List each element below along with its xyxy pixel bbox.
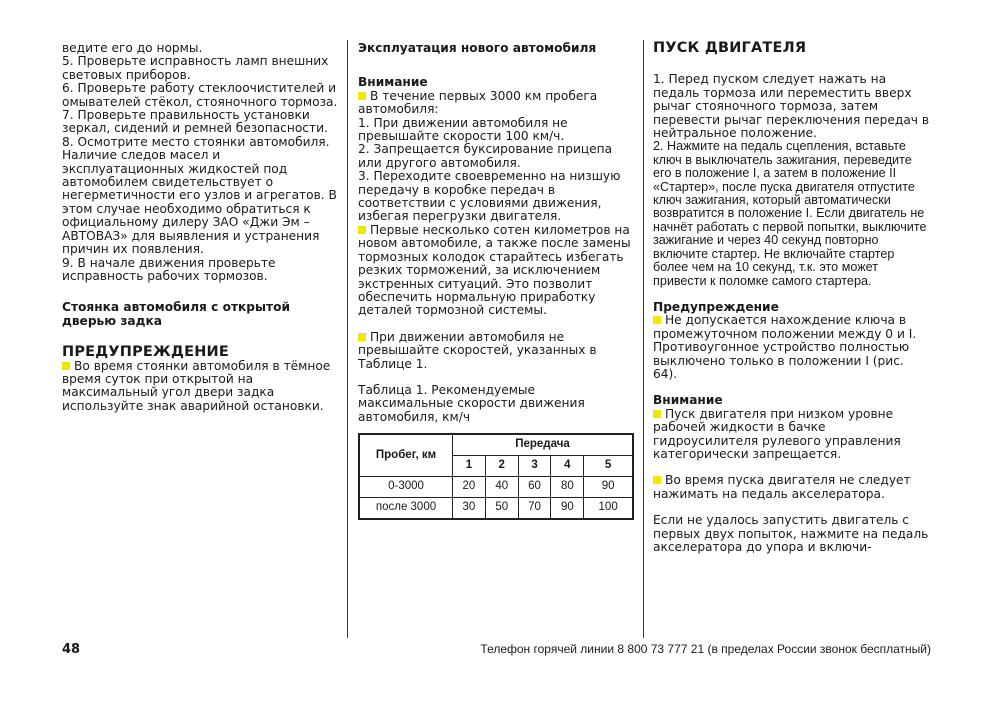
checklist-item-8: 8. Осмотрите место стоянки автомобиля. Наличие следов масел и эксплуатационных жидкостей под автомобилем свидетельствует о негерметичности его узлов и агрегатов. В этом случае необходимо обратиться к официальному дилеру ЗАО «Джи Эм – АВТОВАЗ» для выявления и устранения причин их появления. [62,134,337,257]
gear-header: 2 [485,456,518,477]
step-1: 1. Перед пуском следует нажать на педаль тормоза или переместить вверх рычаг стояночного тормоза, затем перевести рычаг переключения передач в нейтральное положение. [653,72,930,141]
checklist-item-5: 5. Проверьте исправность ламп внешних световых приборов. [62,54,329,82]
attention-heading: Внимание [653,393,723,408]
column-1 [62,42,338,413]
yellow-marker-icon [62,362,70,370]
table-header-mileage: Пробег, км [359,434,453,477]
section-heading: ПУСК ДВИГАТЕЛЯ [653,40,807,56]
table-cell: 20 [453,477,486,498]
prewarning-heading: Предупреждение [653,299,779,314]
column-divider-1 [347,40,348,638]
table-row [359,498,633,520]
yellow-marker-icon [653,316,661,324]
column-2 [358,42,634,520]
row-label: после 3000 [359,498,453,520]
attention-text: Пуск двигателя при низком уровне рабочей жидкости в бачке гидроусилителя рулевого управления категорически запрещается. [653,406,901,461]
table-cell: 90 [584,477,633,498]
table-cell: 50 [485,498,518,520]
attention-intro: В течение первых 3000 км пробега автомобиля: [358,88,598,117]
yellow-marker-icon [358,92,366,100]
speed-table [358,433,634,520]
table-header-gear: Передача [453,434,634,456]
accelerator-note: Во время пуска двигателя не следует нажимать на педаль акселератора. [653,473,911,501]
table-cell: 100 [584,498,633,520]
checklist-item-7: 7. Проверьте правильность установки зеркал, сидений и ремней безопасности. [62,108,328,136]
paragraph: ведите его до нормы. [62,41,203,55]
yellow-marker-icon [358,333,366,341]
warning-heading: ПРЕДУПРЕЖДЕНИЕ [62,344,229,361]
table-cell: 80 [551,477,584,498]
attention-item-2: 2. Запрещается буксирование прицепа или другого автомобиля. [358,142,613,170]
attention-heading: Внимание [358,75,428,90]
table-cell: 90 [551,498,584,520]
row-label: 0-3000 [359,477,453,498]
section-heading: Эксплуатация нового автомобиля [358,41,597,55]
step-2: 2. Нажмите на педаль сцепления, вставьте ключ в выключатель зажигания, переведите его в положение I, а затем в положение II «Стартер», после пуска двигателя отпустите ключ зажигания, который автоматически возвратится в положение I. Если двигатель не начнёт работать с первой попытки, выключите зажигание и через 40 секунд повторно включите стартер. Не включайте стартер более чем на 10 секунд, т.к. это может привести к поломке самого стартера. [653,139,927,288]
table-cell: 70 [518,498,551,520]
final-paragraph: Если не удалось запустить двигатель с первых двух попыток, нажмите на педаль акселератора до упора и включи- [653,513,929,554]
speed-note: При движении автомобиля не превышайте скоростей, указанных в Таблице 1. [358,329,597,371]
attention-item-1: 1. При движении автомобиля не превышайте скорости 100 км/ч. [358,115,568,144]
yellow-marker-icon [653,476,661,484]
yellow-marker-icon [653,410,661,418]
table-row [359,477,633,498]
attention-item-3: 3. Переходите своевременно на низшую передачу в коробке передач в соответствии с условиями движения, избегая перегрузки двигателя. [358,169,621,224]
prewarning-text: Не допускается нахождение ключа в промежуточном положении между 0 и I. Противоугонное устройство полностью выключено только в положении I (рис. 64). [653,313,917,381]
checklist-item-6: 6. Проверьте работу стеклоочистителей и омывателей стёкол, стояночного тормоза. [62,81,338,109]
page-number: 48 [62,642,81,657]
parking-heading: Стоянка автомобиля с открытой дверью задка [62,300,291,328]
table-cell: 60 [518,477,551,498]
table-cell: 30 [453,498,486,520]
table-caption: Таблица 1. Рекомендуемые максимальные скорости движения автомобиля, км/ч [358,382,585,424]
brake-note: Первые несколько сотен километров на новом автомобиле, а также после замены тормозных колодок старайтесь избегать резких торможений, за исключением экстренных ситуаций. Это позволит обеспечить нормальную приработку деталей тормозной системы. [358,222,631,318]
column-3 [653,42,931,554]
gear-header: 3 [518,456,551,477]
yellow-marker-icon [358,226,366,234]
column-divider-2 [643,40,644,638]
gear-header: 4 [551,456,584,477]
table-cell: 40 [485,477,518,498]
gear-header: 1 [453,456,486,477]
warning-text: Во время стоянки автомобиля в тёмное время суток при открытой на максимальный угол двери задка используйте знак аварийной остановки. [62,358,331,413]
gear-header: 5 [584,456,633,477]
hotline-footer: Телефон горячей линии 8 800 73 777 21 (в пределах России звонок бесплатный) [480,642,931,656]
checklist-item-9: 9. В начале движения проверьте исправность рабочих тормозов. [62,255,276,283]
